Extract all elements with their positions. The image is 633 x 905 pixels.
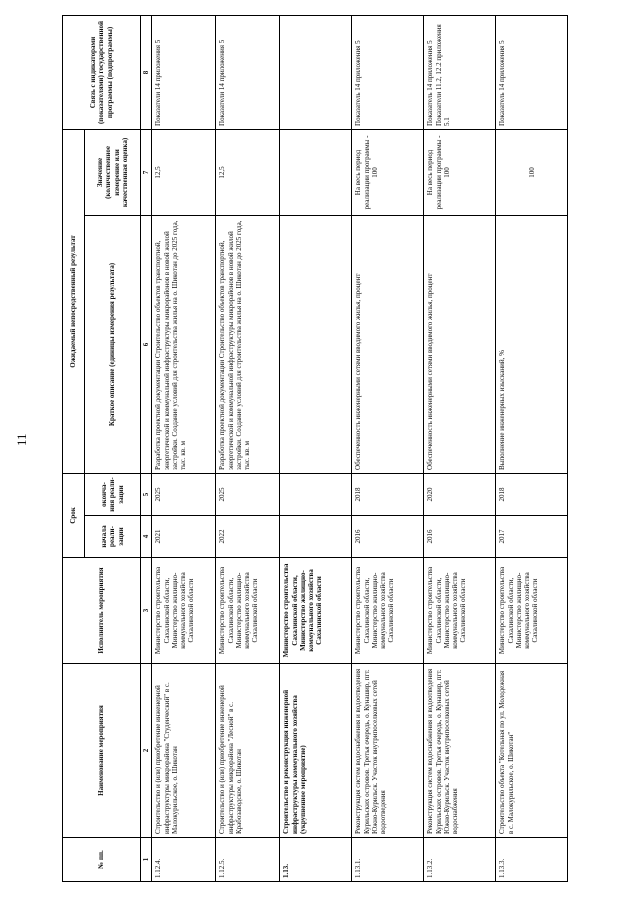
row-description: Выполнение инженерных изысканий, %	[496, 215, 568, 473]
column-index: 1	[141, 838, 152, 882]
row-description: Разработка проектной документации Строительство объектов транспортной, энергетической и коммунальной инфраструктуры микрорайонов в новой жилой застройки. Создание условий для строительства жилья на о. Шикотан до 2025 года, тыс. кв. м	[152, 215, 216, 473]
row-description: Обеспеченность инженерными сетями вводимого жилья, процент	[352, 215, 424, 473]
column-index: 6	[141, 215, 152, 473]
row-value: 12,5	[152, 129, 216, 215]
row-number: 1.12.4.	[152, 838, 216, 882]
header-term: Срок	[63, 473, 85, 557]
row-indicator-link: Показатель 14 приложения 5	[352, 15, 424, 129]
row-end-year: 2025	[216, 473, 280, 515]
header-executor: Исполнитель мероприятия	[63, 558, 141, 664]
table-row	[424, 15, 496, 881]
row-description: Обеспеченность инженерными сетями вводимого жилья, процент	[424, 215, 496, 473]
row-start-year: 2021	[152, 516, 216, 558]
row-start-year: 2016	[352, 516, 424, 558]
row-end-year	[280, 473, 352, 515]
row-indicator-link: Показатели 14 приложения 5	[216, 15, 280, 129]
column-index: 8	[141, 15, 152, 129]
header-num: № пп.	[63, 838, 141, 882]
column-index-row	[141, 15, 152, 881]
header-value: Значение (количественное измерение или качественная оценка)	[85, 129, 141, 215]
row-value: 12,5	[216, 129, 280, 215]
row-end-year: 2025	[152, 473, 216, 515]
row-description	[280, 215, 352, 473]
row-value	[280, 129, 352, 215]
header-start: начала реали-зации	[85, 516, 141, 558]
header-link: Связь с индикаторами (показателями) государственной программы (подпрограммы)	[63, 15, 141, 129]
header-result: Ожидаемый непосредственный результат	[63, 129, 85, 473]
row-measure-name: Реконструкция систем водоснабжения и водоотведения Курильских островов. Третья очередь, о. Кунашир, пгт. Южно-Курильск. Участок внутрипоселковых сетей водоотведения	[352, 664, 424, 838]
table-row	[152, 15, 216, 881]
column-index: 2	[141, 664, 152, 838]
row-start-year: 2016	[424, 516, 496, 558]
row-value: 100	[496, 129, 568, 215]
row-executor: Министерство строительства Сахалинской области, Министерство жилищно-коммунального хозяйства Сахалинской области	[424, 558, 496, 664]
row-value: На весь период реализации программы - 100	[352, 129, 424, 215]
row-start-year	[280, 516, 352, 558]
header-name: Наименование мероприятия	[63, 664, 141, 838]
row-value: На весь период реализации программы - 100	[424, 129, 496, 215]
row-executor: Министерство строительства Сахалинской области, Министерство жилищно-коммунального хозяйства Сахалинской области	[152, 558, 216, 664]
table-row	[496, 15, 568, 881]
row-indicator-link: Показатель 14 приложения 5 Показатели 11.2, 12.2 приложения 5.1	[424, 15, 496, 129]
row-end-year: 2018	[352, 473, 424, 515]
header-end: оконча-ния реали-зации	[85, 473, 141, 515]
column-index: 5	[141, 473, 152, 515]
row-start-year: 2017	[496, 516, 568, 558]
row-measure-name: Строительство и (или) приобретение инженерной инфраструктуры микрорайона "Лесной" в с. Крабозаводское, о. Шикотан	[216, 664, 280, 838]
table-row	[352, 15, 424, 881]
column-index: 7	[141, 129, 152, 215]
row-number: 1.12.5.	[216, 838, 280, 882]
measures-table	[62, 15, 568, 882]
row-start-year: 2022	[216, 516, 280, 558]
rotated-table-sheet	[62, 16, 598, 882]
column-index: 4	[141, 516, 152, 558]
page-number: 11	[14, 433, 29, 446]
row-number: 1.13.2.	[424, 838, 496, 882]
row-executor: Министерство строительства Сахалинской области, Министерство жилищно-коммунального хозяйства Сахалинской области	[352, 558, 424, 664]
row-number: 1.13.1.	[352, 838, 424, 882]
row-executor: Министерство строительства Сахалинской области, Министерство жилищно-коммунального хозяйства Сахалинской области	[496, 558, 568, 664]
table-row	[216, 15, 280, 881]
row-measure-name: Строительство и (или) приобретение инженерной инфраструктуры микрорайона "Студенческий" в с. Малокурильское, о. Шикотан	[152, 664, 216, 838]
column-index: 3	[141, 558, 152, 664]
row-executor: Министерство строительства Сахалинской области, Министерство жилищно-коммунального хозяйства Сахалинской области	[280, 558, 352, 664]
row-measure-name: Реконструкция систем водоснабжения и водоотведения Курильских островов. Третья очередь, о. Кунашир, пгт. Южно-Курильск. Участок внутрипоселковых сетей водоснабжения	[424, 664, 496, 838]
row-end-year: 2020	[424, 473, 496, 515]
row-indicator-link	[280, 15, 352, 129]
row-number: 1.13.	[280, 838, 352, 882]
row-description: Разработка проектной документации Строительство объектов транспортной, энергетической и коммунальной инфраструктуры микрорайонов в новой жилой застройки. Создание условий для строительства жилья на о. Шикотан до 2025 года, тыс. кв. м	[216, 215, 280, 473]
row-indicator-link: Показатель 14 приложения 5	[496, 15, 568, 129]
row-number: 1.13.3.	[496, 838, 568, 882]
row-indicator-link: Показатели 14 приложения 5	[152, 15, 216, 129]
row-end-year: 2018	[496, 473, 568, 515]
row-executor: Министерство строительства Сахалинской области, Министерство жилищно-коммунального хозяйства Сахалинской области	[216, 558, 280, 664]
header-description: Краткое описание (единицы измерения результата)	[85, 215, 141, 473]
row-measure-name: Строительство и реконструкция инженерной инфраструктуры коммунального хозяйства (укрупненное мероприятие)	[280, 664, 352, 838]
row-measure-name: Строительство объекта "Котельная по ул. Молодежная в с. Малокурильское, о. Шикотан"	[496, 664, 568, 838]
table-row-group	[280, 15, 352, 881]
